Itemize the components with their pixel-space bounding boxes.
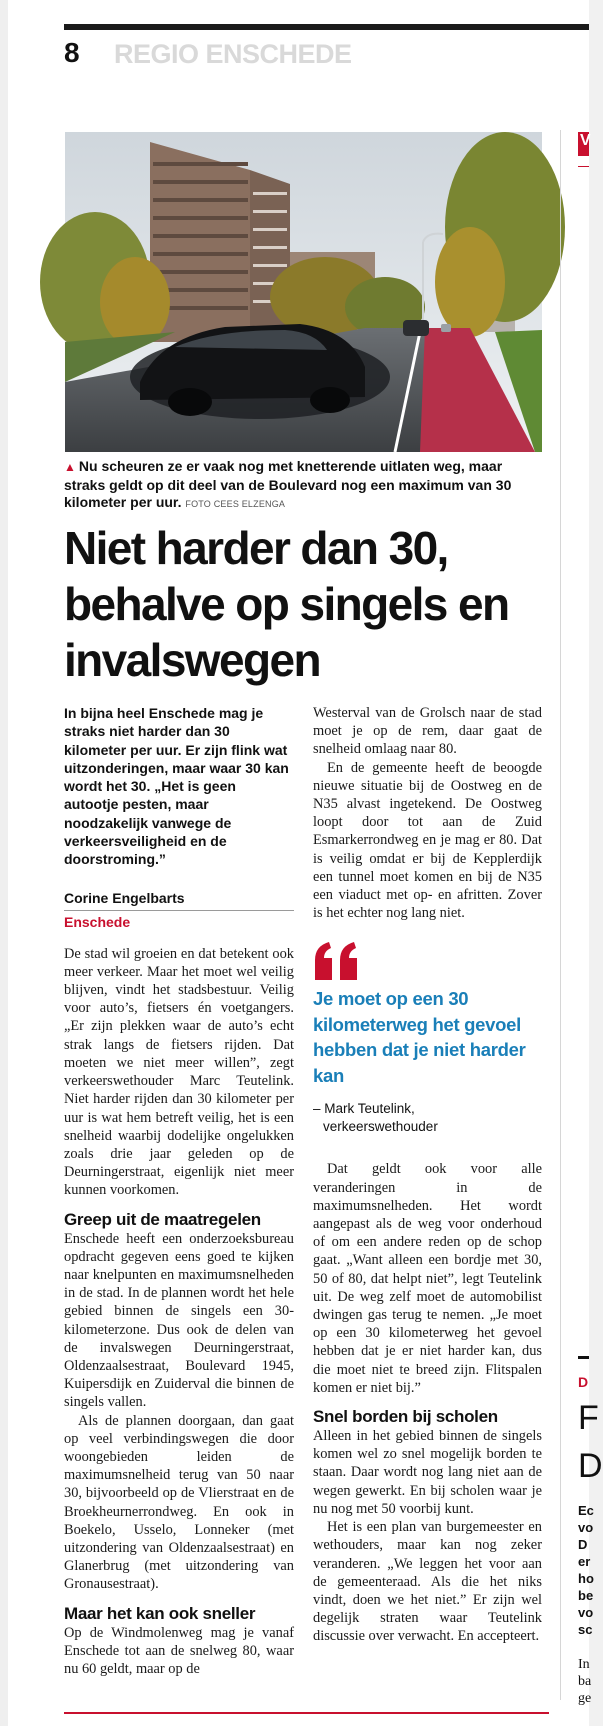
- quote-text: Je moet op een 30 kilometerweg het gevoel hebben dat je niet harder kan: [313, 988, 526, 1086]
- neighbour-text: D: [578, 1537, 588, 1552]
- page-gutter: [0, 0, 8, 1726]
- quote-attribution: [313, 1100, 542, 1136]
- paragraph: Dat geldt ook voor alle veranderingen in de maximumsnelheden. Het wordt aangepast als de weg voor onderhoud of om een andere reden op de schop gaat. „Want alleen een bordje met 30, 50 of 80, dat helpt niet”, legt Teutelink uit. De weg zelf moet de automobilist dwingen gas terug te nemen. „Je moet op een 30 kilometerweg het gevoel hebben dat je er niet harder kan, dus die moet niet te breed zijn. Flitspalen komen er niet bij.”: [313, 1161, 542, 1396]
- neighbour-text: ho: [578, 1571, 594, 1586]
- page-number: 8: [64, 37, 80, 68]
- neighbour-article-label: [578, 132, 589, 156]
- neighbour-text: ge: [578, 1691, 592, 1706]
- neighbour-text: vo: [578, 1605, 594, 1620]
- street-photo-icon: [65, 132, 542, 452]
- paragraph: En de gemeente heeft de beoogde nieuwe situatie bij de Oostweg en de N35 alvast ingetekend. De Oostweg loopt door tot aan de Zuid Esmarkerrondweg en je mag er 80. Dat is veilig omdat er bij de Kepplerdijk een tunnel moet komen en bij de N35 een viaduct met op- en afritten. Zover is het echter nog lang niet.: [313, 759, 542, 922]
- caption-text: Nu scheuren ze er vaak nog met knetterende uitlaten weg, maar straks geldt op dit deel van de Boulevard nog een maximum van 30 kilometer per uur.: [64, 458, 512, 510]
- neighbour-rule: [578, 1356, 589, 1359]
- paragraph: Op de Windmolenweg mag je vanaf Enschede tot aan de snelweg 80, waar nu 60 geldt, maar op de: [64, 1624, 294, 1677]
- paragraph: Westerval van de Grolsch naar de stad moet je op de rem, daar gaat de snelheid omlaag naar 80.: [313, 705, 542, 758]
- neighbour-text: er: [578, 1554, 591, 1569]
- text-column-left: [64, 704, 294, 1678]
- photo-credit: FOTO CEES ELZENGA: [185, 499, 286, 509]
- paragraph: Als de plannen doorgaan, dan gaat op veel verbindingswegen die door woongebieden leiden de maximumsnelheid terug van 50 naar 30, bijvoorbeeld op de Vlierstraat en de Broekheurnerrondweg. En ook in Boekelo, Usselo, Lonneker (met uitzondering van Oldenzaalsestraat) en Glanerbrug (met uitzondering van Gronausestraat).: [64, 1412, 294, 1593]
- photo-caption: [64, 458, 544, 514]
- column-divider: [560, 130, 561, 1700]
- neighbour-headline: D: [578, 1447, 603, 1485]
- neighbour-text: Ec: [578, 1503, 594, 1518]
- neighbour-text: In: [578, 1657, 590, 1672]
- neighbour-text: vo: [578, 1520, 594, 1535]
- neighbour-text: ba: [578, 1674, 592, 1689]
- bottom-rule: [64, 1712, 549, 1714]
- paragraph: Alleen in het gebied binnen de singels komen wel zo snel mogelijk borden te staan. Daar wordt nog lang niet aan de wegen gewerkt. En bij scholen waar je nu nog met 50 voorbij kunt.: [313, 1428, 542, 1517]
- quote-mark-icon: [313, 942, 361, 980]
- quote-role: verkeerswethouder: [323, 1119, 438, 1135]
- pull-quote: [313, 942, 542, 1136]
- header-rule: [64, 24, 589, 30]
- neighbour-kicker: D: [578, 1374, 589, 1390]
- neighbour-label-text: V: [580, 132, 591, 149]
- article-photo: [65, 132, 542, 452]
- quote-author: – Mark Teutelink,: [313, 1101, 415, 1117]
- paragraph: De stad wil groeien en dat betekent ook meer verkeer. Maar het moet wel veilig blijven, vindt het stadsbestuur. Veilig voor auto’s, fietsers én voetgangers. „Er zijn plekken waar de auto’s echt strak langs de fietsers rijden. Dat moeten we niet meer willen”, zegt verkeerswethouder Marc Teutelink. Niet harder rijden dan 30 kilometer per uur is wat hem betreft veilig, het is een snelheid waarbij dodelijke ongelukken zoals drie jaar geleden op de Deurningerstraat, eigenlijk niet meer kunnen voorkomen.: [64, 945, 294, 1199]
- text-column-right: [313, 704, 542, 1646]
- section-title: REGIO ENSCHEDE: [114, 39, 352, 69]
- paragraph: Het is een plan van burgemeester en wethouders, maar kan nog zeker veranderen. „We leggen het voor aan de gemeenteraad. Als die het niks vindt, doen we het niet.” Er zijn wel degelijk straten waar Teutelink discussie over verwacht. En accepteert.: [313, 1519, 542, 1645]
- article-lede: In bijna heel Enschede mag je straks niet harder dan 30 kilometer per uur. Er zijn flink wat uitzonderingen, maar waar 30 kan wordt het 30. „Het is geen autootje pesten, maar noodzakelijk vanwege de verkeersveiligheid en de doorstroming.”: [64, 705, 289, 868]
- paragraph: Enschede heeft een onderzoeksbureau opdracht gegeven eens goed te kijken naar knelpunten en maximumsnelheden in de stad. In de plannen wordt het hele gebied binnen de singels een 30-kilometerzone. Dus ook de delen van de invalswegen Deurningerstraat, Oldenzaalsestraat, Boulevard 1945, Kuipersdijk en Zuiderval die binnen de singels vallen.: [64, 1230, 294, 1411]
- neighbour-rule: [578, 166, 589, 167]
- neighbour-text: be: [578, 1588, 594, 1603]
- subheading: Maar het kan ook sneller: [64, 1603, 256, 1623]
- neighbour-text: sc: [578, 1622, 593, 1637]
- dateline-place: Enschede: [64, 913, 131, 930]
- subheading: Snel borden bij scholen: [313, 1407, 498, 1427]
- author-byline: Corine Engelbarts: [64, 889, 294, 911]
- caption-triangle-icon: ▲: [64, 460, 76, 474]
- subheading: Greep uit de maatregelen: [64, 1209, 261, 1229]
- article-headline: Niet harder dan 30, behalve op singels en invalswegen: [64, 522, 509, 686]
- neighbour-headline: F: [578, 1399, 599, 1437]
